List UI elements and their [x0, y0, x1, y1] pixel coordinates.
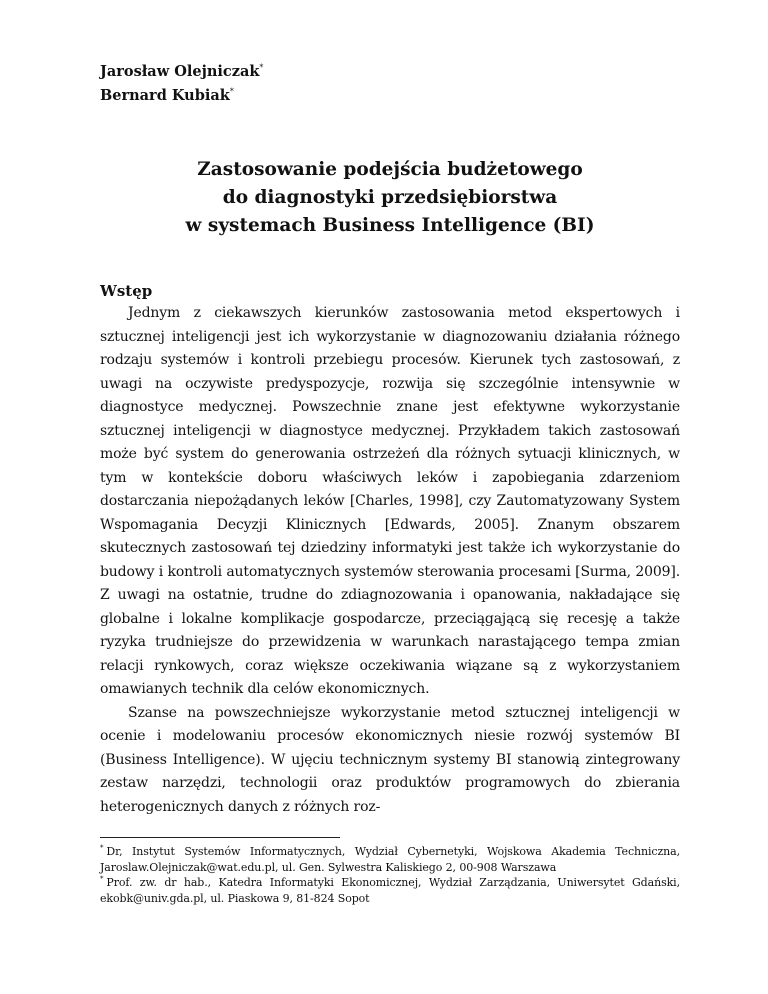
author-1 [100, 60, 680, 84]
title-line-3: w systemach Business Intelligence (BI) [185, 215, 595, 236]
footnote-divider [100, 837, 340, 838]
author-footnote-mark: * [259, 63, 264, 73]
title-line-2: do diagnostyki przedsiębiorstwa [222, 187, 558, 208]
author-name: Jarosław Olejniczak [100, 63, 260, 80]
paragraph-1: Jednym z ciekawszych kierunków zastosowania metod ekspertowych i sztucznej inteligencji jest ich wykorzystanie w diagnozowaniu działania różnego rodzaju systemów i kontroli przebiegu procesów. Kierunek tych zastosowań, z uwagi na oczywiste predyspozycje, rozwija się szczególnie intensywnie w diagnostyce medycznej. Powszechnie znane jest efektywne wykorzystanie sztucznej inteligencji w diagnostyce medycznej. Przykładem takich zastosowań może być system do generowania ostrzeżeń dla różnych sytuacji klinicznych, w tym w kontekście doboru właściwych leków i zapobiegania zdarzeniom dostarczania niepożądanych leków [Charles, 1998], czy Zautomatyzowany System Wspomagania Decyzji Klinicznych [Edwards, 2005]. Znanym obszarem skutecznych zastosowań tej dziedziny informatyki jest także ich wykorzystanie do budowy i kontroli automatycznych systemów sterowania procesami [Surma, 2009]. Z uwagi na ostatnie, trudne do zdiagnozowania i opanowania, nakładające się globalne i lokalne komplikacje gospodarcze, przeciągającą się recesję a także ryzyka trudniejsze do przewidzenia w warunkach narastającego tempa zmian relacji rynkowych, coraz większe oczekiwania wiązane są z wykorzystaniem omawianych technik dla celów ekonomicznych. [100, 305, 680, 697]
paper-page [100, 60, 680, 906]
footnotes [100, 844, 680, 906]
footnote-mark: * [100, 844, 104, 853]
author-2 [100, 84, 680, 108]
footnote-text: Prof. zw. dr hab., Katedra Informatyki Ekonomicznej, Wydział Zarządzania, Uniwersytet Gdański, ekobk@univ.gda.pl, ul. Piaskowa 9, 81-824 Sopot [100, 876, 680, 905]
section-body [100, 302, 680, 819]
title-line-1: Zastosowanie podejścia budżetowego [197, 159, 583, 180]
paragraph-2: Szanse na powszechniejsze wykorzystanie metod sztucznej inteligencji w ocenie i modelowaniu procesów ekonomicznych niesie rozwój systemów BI (Business Intelligence). W ujęciu technicznym systemy BI stanowią zintegrowany zestaw narzędzi, technologii oraz produktów programowych do zbierania heterogenicznych danych z różnych roz- [100, 704, 680, 815]
author-footnote-mark: * [229, 87, 234, 97]
footnote-1 [100, 844, 680, 875]
author-name: Bernard Kubiak [100, 87, 230, 104]
footnote-text: Dr, Instytut Systemów Informatycznych, Wydział Cybernetyki, Wojskowa Akademia Techniczna, Jaroslaw.Olejniczak@wat.edu.pl, ul. Gen. Sylwestra Kaliskiego 2, 00-908 Warszawa [100, 845, 680, 874]
footnote-2 [100, 875, 680, 906]
author-list [100, 60, 680, 108]
section-heading: Wstęp [100, 282, 153, 300]
paper-title [100, 156, 680, 240]
footnote-mark: * [100, 875, 104, 884]
